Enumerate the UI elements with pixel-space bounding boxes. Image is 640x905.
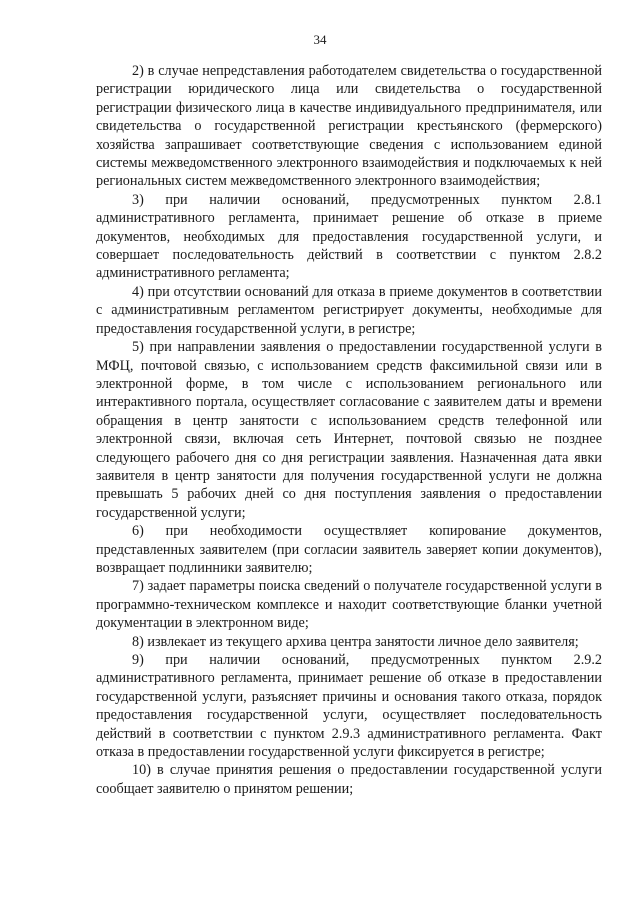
paragraph-item-5: 5) при направлении заявления о предоставлении государственной услуги в МФЦ, почтовой связью, с использованием средств факсимильной связи или в электронной форме, в том числе с использованием регионального или интерактивного портала, осуществляет согласование с заявителем даты и времени обращения в центр занятости с использованием средств телефонной или электронной связи, включая сеть Интернет, почтовой связью не позднее следующего рабочего дня со дня регистрации заявления. Назначенная дата явки заявителя в центр занятости для получения государственной услуги не должна превышать 5 рабочих дней со дня поступления заявления о предоставлении государственной услуги; [96, 339, 602, 521]
page-number: 34 [313, 32, 327, 47]
paragraph-item-7: 7) задает параметры поиска сведений о получателе государственной услуги в программно-техническом комплексе и находит соответствующие бланки учетной документации в электронном виде; [96, 578, 602, 632]
paragraph-item-3: 3) при наличии оснований, предусмотренных пунктом 2.8.1 административного регламента, принимает решение об отказе в приеме документов, необходимых для предоставления государственной услуги, и совершает последовательность действий в соответствии с пунктом 2.8.2 административного регламента; [96, 191, 602, 282]
document-body [96, 62, 602, 798]
paragraph-item-10: 10) в случае принятия решения о предоставлении государственной услуги сообщает заявителю о принятом решении; [96, 762, 602, 797]
paragraph-item-4: 4) при отсутствии оснований для отказа в приеме документов в соответствии с административным регламентом регистрирует документы, необходимые для предоставления государственной услуги, в регистре; [96, 283, 602, 337]
paragraph-item-9: 9) при наличии оснований, предусмотренных пунктом 2.9.2 административного регламента, принимает решение об отказе в предоставлении государственной услуги, разъясняет причины и основания такого отказа, порядок предоставления государственной услуги, осуществляет последовательность действий в соответствии с пунктом 2.9.3 административного регламента. Факт отказа в предоставлении государственной услуги фиксируется в регистре; [96, 652, 602, 761]
paragraph-item-8: 8) извлекает из текущего архива центра занятости личное дело заявителя; [132, 633, 579, 650]
paragraph-item-2: 2) в случае непредставления работодателем свидетельства о государственной регистрации юридического лица или свидетельства о государственной регистрации физического лица в качестве индивидуального предпринимателя, или свидетельства о государственной регистрации крестьянского (фермерского) хозяйства запрашивает соответствующие сведения с использованием единой системы межведомственного электронного взаимодействия и подключаемых к ней региональных систем межведомственного электронного взаимодействия; [96, 63, 602, 190]
paragraph-item-6: 6) при необходимости осуществляет копирование документов, представленных заявителем (при согласии заявитель заверяет копии документов), возвращает подлинники заявителю; [96, 523, 602, 576]
